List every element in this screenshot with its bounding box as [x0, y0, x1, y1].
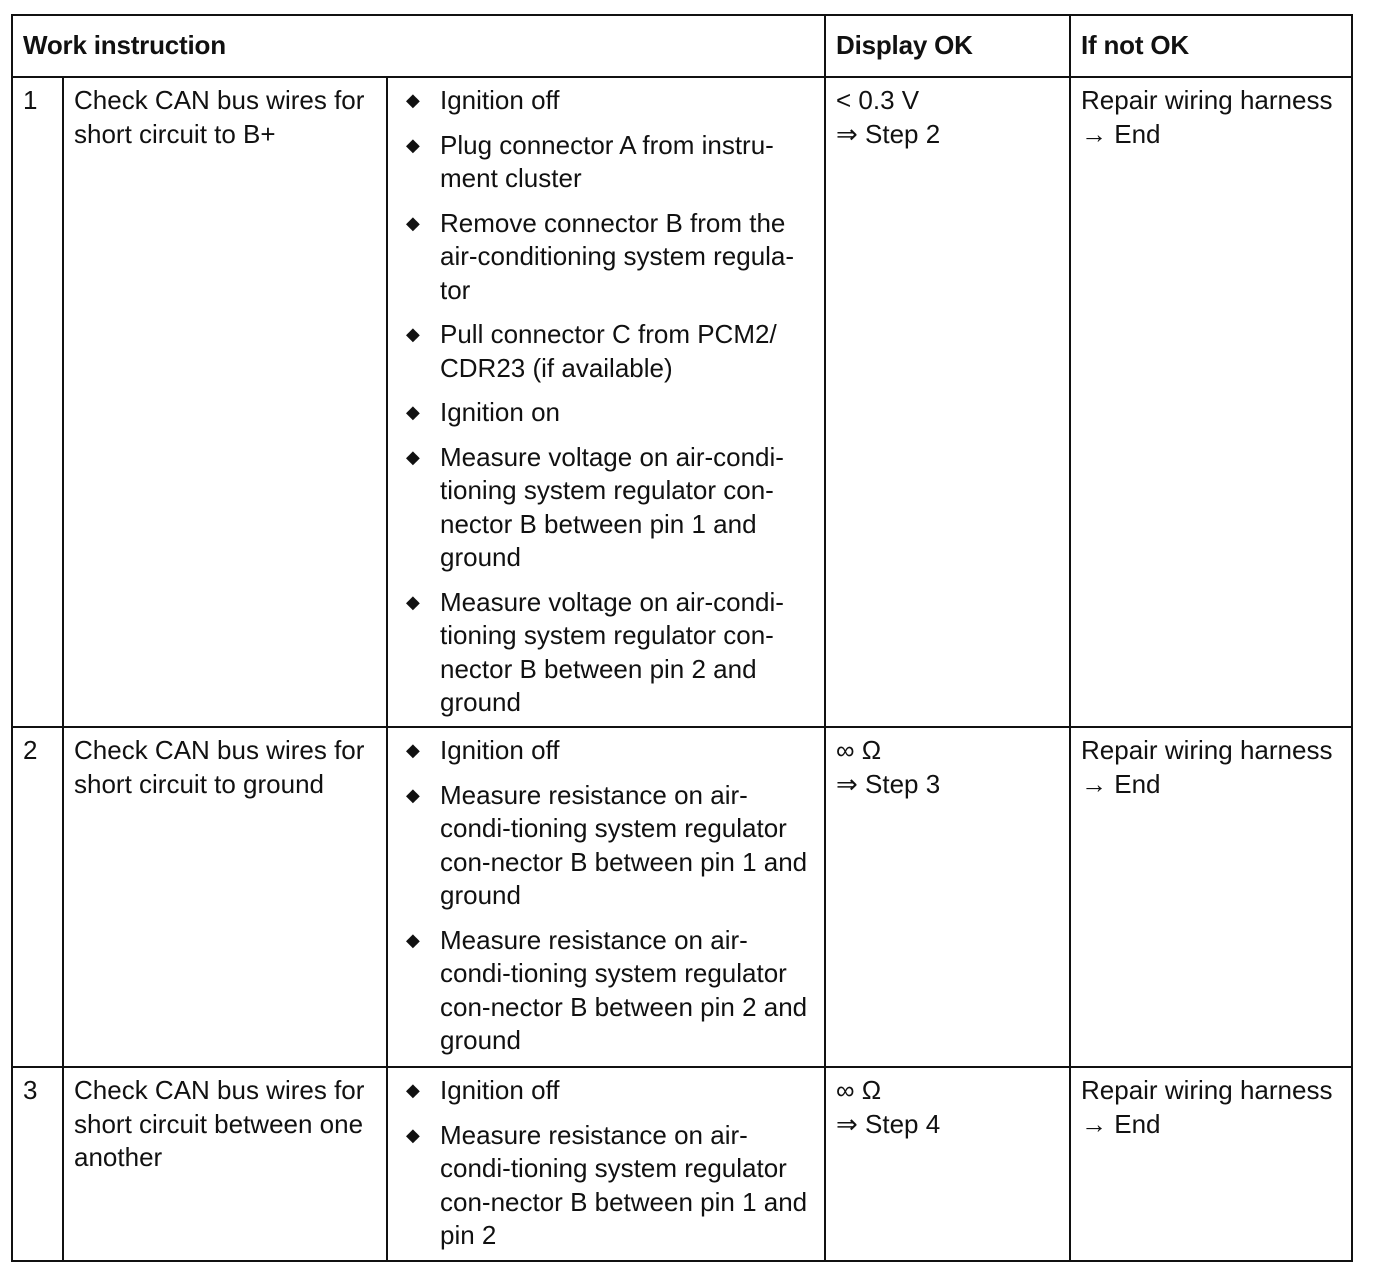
- instruction-text: Ignition off: [440, 85, 560, 115]
- diamond-bullet-icon: ◆: [406, 591, 420, 612]
- header-display-ok: Display OK: [825, 15, 1070, 77]
- if-not-ok-result: → End: [1081, 118, 1161, 149]
- header-row: [12, 15, 1352, 77]
- instruction-text: Ignition off: [440, 735, 560, 765]
- instruction-text: Measure voltage on air-condi-tioning system regulator con-nector B between pin 1 and ground: [440, 441, 784, 572]
- if-not-ok-action: Repair wiring harness: [1081, 735, 1333, 765]
- instruction-text: Ignition off: [440, 1075, 560, 1105]
- step-number: 1: [12, 77, 63, 727]
- diamond-bullet-icon: ◆: [406, 929, 420, 950]
- if-not-ok-cell: [1070, 727, 1352, 1067]
- if-not-ok-cell: [1070, 1067, 1352, 1261]
- step-number: 3: [12, 1067, 63, 1261]
- list-item: [400, 396, 818, 430]
- instruction-steps: [387, 77, 825, 727]
- list-item: [400, 1119, 818, 1253]
- instruction-text: Plug connector A from instru-ment cluster: [440, 129, 774, 193]
- instruction-text: Remove connector B from the air-conditioning system regula-tor: [440, 207, 795, 305]
- check-description: Check CAN bus wires for short circuit between one another: [63, 1067, 387, 1261]
- diamond-bullet-icon: ◆: [406, 402, 420, 422]
- instruction-steps: [387, 727, 825, 1067]
- display-ok-cell: [825, 77, 1070, 727]
- header-if-not-ok: If not OK: [1070, 15, 1352, 77]
- diamond-bullet-icon: ◆: [406, 1124, 420, 1145]
- display-ok-cell: [825, 1067, 1070, 1261]
- list-item: [400, 318, 818, 385]
- instruction-text: Measure voltage on air-condi-tioning system regulator con-nector B between pin 2 and ground: [440, 586, 784, 717]
- if-not-ok-cell: [1070, 77, 1352, 727]
- list-item: [400, 924, 818, 1058]
- instruction-list: [400, 734, 818, 1058]
- work-instruction-table: [11, 14, 1353, 1262]
- if-not-ok-action: Repair wiring harness: [1081, 1075, 1333, 1105]
- display-ok-cell: [825, 727, 1070, 1067]
- step-number: 2: [12, 727, 63, 1067]
- display-ok-next-step: ⇒ Step 2: [836, 118, 941, 149]
- instruction-list: [400, 84, 818, 720]
- list-item: [400, 586, 818, 720]
- instruction-list: [400, 1074, 818, 1253]
- diamond-bullet-icon: ◆: [406, 446, 420, 467]
- table-row: [12, 77, 1352, 727]
- list-item: [400, 1074, 818, 1108]
- display-ok-value: ∞ Ω: [836, 735, 882, 765]
- instruction-text: Measure resistance on air-condi-tioning system regulator con-nector B between pin 2 and ground: [440, 924, 808, 1055]
- display-ok-next-step: ⇒ Step 4: [836, 1108, 941, 1139]
- list-item: [400, 207, 818, 308]
- instruction-text: Measure resistance on air-condi-tioning system regulator con-nector B between pin 1 and ground: [440, 779, 808, 910]
- diamond-bullet-icon: ◆: [406, 90, 420, 110]
- table-row: [12, 727, 1352, 1067]
- work-instruction-table-wrapper: [11, 14, 1353, 1262]
- list-item: [400, 84, 818, 118]
- instruction-text: Measure resistance on air-condi-tioning system regulator con-nector B between pin 1 and pin 2: [440, 1119, 808, 1250]
- instruction-text: Ignition on: [440, 397, 560, 427]
- display-ok-next-step: ⇒ Step 3: [836, 768, 941, 799]
- table-row: [12, 1067, 1352, 1261]
- if-not-ok-result: → End: [1081, 1108, 1161, 1139]
- display-ok-value: ∞ Ω: [836, 1075, 882, 1105]
- diamond-bullet-icon: ◆: [406, 740, 420, 760]
- check-description: Check CAN bus wires for short circuit to B+: [63, 77, 387, 727]
- instruction-steps: [387, 1067, 825, 1261]
- instruction-text: Pull connector C from PCM2/ CDR23 (if available): [440, 319, 777, 383]
- diamond-bullet-icon: ◆: [406, 1080, 420, 1100]
- diamond-bullet-icon: ◆: [406, 212, 420, 233]
- list-item: [400, 734, 818, 768]
- header-work-instruction: Work instruction: [12, 15, 825, 77]
- if-not-ok-result: → End: [1081, 768, 1161, 799]
- diamond-bullet-icon: ◆: [406, 324, 420, 344]
- check-description: Check CAN bus wires for short circuit to ground: [63, 727, 387, 1067]
- list-item: [400, 441, 818, 575]
- diamond-bullet-icon: ◆: [406, 784, 420, 805]
- list-item: [400, 129, 818, 196]
- if-not-ok-action: Repair wiring harness: [1081, 85, 1333, 115]
- list-item: [400, 779, 818, 913]
- diamond-bullet-icon: ◆: [406, 134, 420, 155]
- display-ok-value: < 0.3 V: [836, 85, 920, 115]
